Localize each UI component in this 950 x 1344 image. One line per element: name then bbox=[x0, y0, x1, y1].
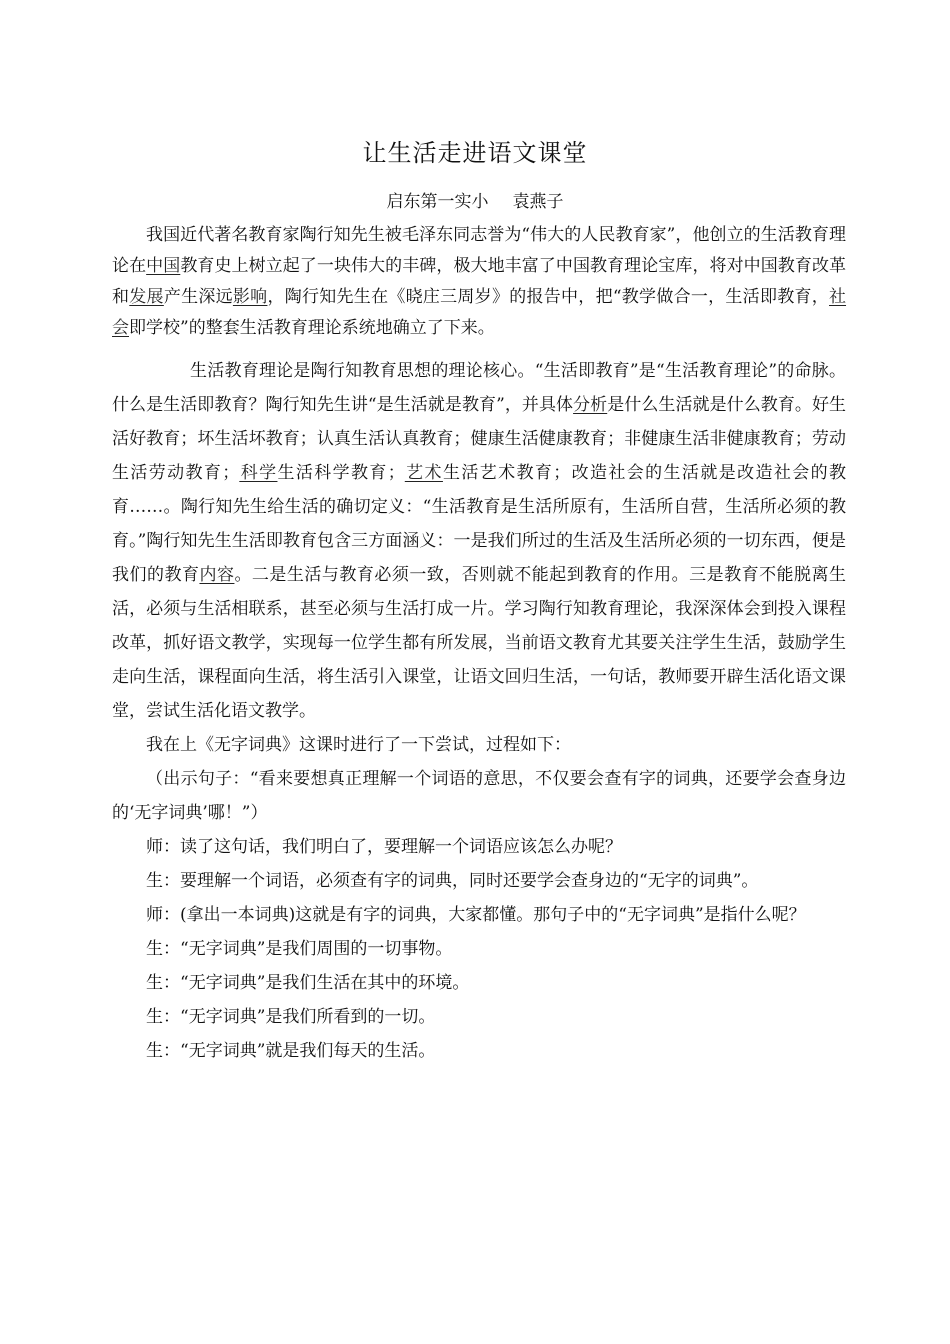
page-title: 让生活走进语文课堂 bbox=[362, 139, 588, 167]
text-run: 即学校”的整套生活教育理论系统地确立了下来。 bbox=[129, 318, 495, 338]
paragraph-1 bbox=[112, 220, 846, 344]
link-development[interactable]: 发展 bbox=[129, 287, 164, 307]
text-run: 我国近代著名教育家陶行知先生被毛泽东同志誉为“伟大的人民教育家”，他创立的生活教育理论在 bbox=[112, 225, 846, 276]
text-run: 。二是生活与教育必须一致，否则就不能起到教育的作用。三是教育不能脱离生活，必须与生活相联系，甚至必须与生活打成一片。学习陶行知教育理论，我深深体会到投入课程改革，抓好语文教学，实现每一位学生都有所发展，当前语文教育尤其要关注学生生活，鼓励学生走向生活，课程面向生活，将生活引入课堂，让语文回归生活，一句话，教师要开辟生活化语文课堂，尝试生活化语文教学。 bbox=[112, 565, 847, 721]
quoted-sentence: （出示句子：“看来要想真正理解一个词语的意思，不仅要会查有字的词典，还要学会查身边的‘无字词典’哪！”） bbox=[112, 769, 846, 823]
intro-line: 我在上《无字词典》这课时进行了一下尝试，过程如下： bbox=[146, 735, 571, 755]
link-china[interactable]: 中国 bbox=[146, 256, 181, 276]
dialogue-line: 生：“无字词典”是我们所看到的一切。 bbox=[146, 1007, 436, 1027]
text-run: 生活艺术教育；改造社会的生活就是改造社会的教育……。陶行知先生给生活的确切定义：“生活教育是生活所原有，生活所自营，生活所必须的教育。”陶行知先生生活即教育包含三方面涵义：一是我们所过的生活及生活所必须的一切东西，便是我们的教育 bbox=[112, 463, 847, 585]
dialogue-line: 师：读了这句话，我们明白了，要理解一个词语应该怎么办呢？ bbox=[146, 837, 622, 857]
link-influence[interactable]: 影响 bbox=[232, 287, 268, 307]
text-run: ，陶行知先生在《晓庄三周岁》的报告中，把“教学做合一，生活即教育， bbox=[267, 287, 830, 307]
text-run: 生活科学教育； bbox=[277, 463, 405, 483]
dialogue-line: 生：要理解一个词语，必须查有字的词典，同时还要学会查身边的“无字的词典”。 bbox=[146, 871, 759, 891]
link-content[interactable]: 内容 bbox=[199, 565, 235, 585]
dialogue-line: 生：“无字词典”是我们生活在其中的环境。 bbox=[146, 973, 470, 993]
author-name: 袁燕子 bbox=[512, 192, 564, 212]
text-run: 教育史上树立起了一块伟大的丰碑，极大地丰富了中国教育理论宝库，将对中国教育改革和 bbox=[112, 256, 847, 307]
author-school: 启东第一实小 bbox=[386, 192, 489, 212]
text-run: 产生深远 bbox=[163, 287, 233, 307]
link-science[interactable]: 科学 bbox=[239, 463, 278, 483]
text-run: 生活教育理论是陶行知教育思想的理论核心。“生活即教育”是“生活教育理论”的命脉。什么是生活即教育？陶行知先生讲“是生活就是教育”，并具体 bbox=[112, 361, 846, 415]
dialogue-line: 师：(拿出一本词典)这就是有字的词典，大家都懂。那句子中的“无字词典”是指什么呢？ bbox=[146, 905, 806, 925]
link-society[interactable]: 社会 bbox=[112, 287, 847, 338]
dialogue-line: 生：“无字词典”是我们周围的一切事物。 bbox=[146, 939, 453, 959]
paragraph-2 bbox=[112, 354, 846, 728]
link-analysis[interactable]: 分析 bbox=[573, 395, 608, 415]
dialogue-line: 生：“无字词典”就是我们每天的生活。 bbox=[146, 1041, 436, 1061]
link-art[interactable]: 艺术 bbox=[404, 463, 443, 483]
text-run: 是什么生活就是什么教育。好生活好教育；坏生活坏教育；认真生活认真教育；健康生活健康教育；非健康生活非健康教育；劳动生活劳动教育； bbox=[112, 395, 847, 483]
article-body bbox=[112, 220, 846, 1068]
author-line bbox=[0, 187, 950, 212]
